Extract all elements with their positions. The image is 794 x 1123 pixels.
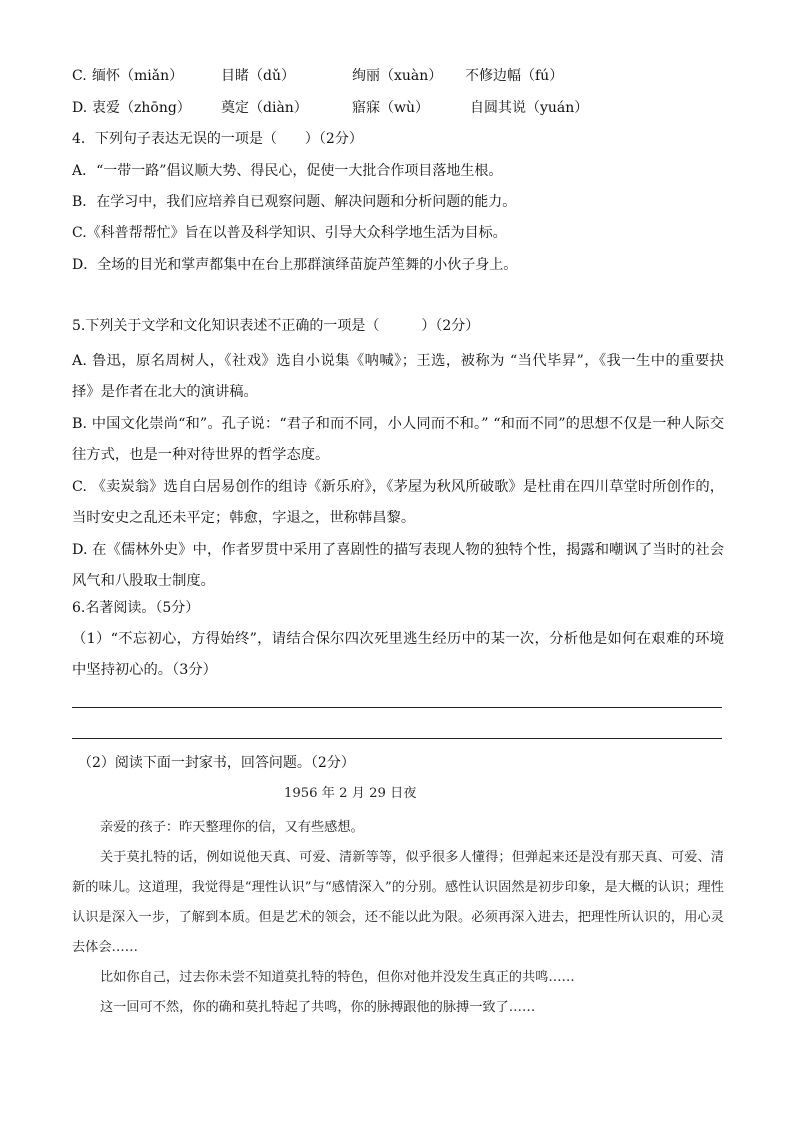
q4-option-c: C.《科普帮帮忙》旨在以普及科学知识、引导大众科学地生活为目标。 <box>72 225 507 241</box>
q5-stem: 5.下列关于文学和文化知识表述不正确的一项是（ ）（2分） <box>72 318 480 334</box>
q4-option-d: D．全场的目光和掌声都集中在台上那群演绎苗旋芦笙舞的小伙子身上。 <box>72 257 518 273</box>
q4-stem: 4．下列句子表达无误的一项是（ ）（2分） <box>72 131 363 147</box>
q3-option-d-item-3: 寤寐（wù） <box>352 100 429 116</box>
q4-option-b: B．在学习中，我们应培养自已观察问题、解决问题和分析问题的能力。 <box>72 194 517 210</box>
q3-option-d-label: D. <box>72 100 88 116</box>
answer-line-1[interactable] <box>72 707 722 708</box>
q3-option-d-item-4: 自圆其说（yuán） <box>470 100 589 116</box>
q3-option-c-item-3: 绚丽（xuàn） <box>352 68 443 84</box>
q3-option-d-item-2: 奠定（diàn） <box>221 100 308 116</box>
q3-option-c-item-2: 目睹（dǔ） <box>221 68 295 84</box>
letter-paragraph: 比如你自己，过去你未尝不知道莫扎特的特色，但你对他并没发生真正的共鸣…… <box>100 970 575 985</box>
q6-part2-prompt: （2）阅读下面一封家书，回答问题。（2分） <box>78 755 355 771</box>
letter-paragraph: 亲爱的孩子：昨天整理你的信，又有些感想。 <box>100 820 364 835</box>
q3-option-d-item-1: 衷爱（zhōng） <box>92 100 191 116</box>
letter-body <box>72 813 724 1023</box>
q6-stem: 6.名著阅读。（5分） <box>72 600 200 616</box>
q5-option-a: A. 鲁迅，原名周树人，《社戏》选自小说集《呐喊》；王选，被称为 “当代毕昇”，《我一生中的重要抉择》是作者在北大的演讲稿。 <box>72 353 724 400</box>
q6-part1-prompt: （1）“不忘初心，方得始终”，请结合保尔四次死里逃生经历中的某一次，分析他是如何在艰难的环境中坚持初心的。（3分） <box>72 631 724 678</box>
answer-line-2[interactable] <box>72 738 722 739</box>
q3-option-c-label: C. <box>72 68 87 84</box>
letter-paragraph: 这一回可不然，你的确和莫扎特起了共鸣，你的脉搏跟他的脉搏一致了…… <box>100 1000 536 1015</box>
q3-option-c-item-1: 缅怀（miǎn） <box>92 68 184 84</box>
q5-option-d: D. 在《儒林外史》中，作者罗贯中采用了喜剧性的描写表现人物的独特个性，揭露和嘲讽了当时的社会风气和八股取士制度。 <box>72 542 724 589</box>
letter-date: 1956 年 2 月 29 日夜 <box>284 786 417 801</box>
q5-option-b: B. 中国文化崇尚“和”。孔子说：“君子和而不同，小人同而不和。” “和而不同”的思想不仅是一种人际交往方式，也是一种对待世界的哲学态度。 <box>72 416 724 463</box>
q5-option-c: C. 《卖炭翁》选自白居易创作的组诗《新乐府》，《茅屋为秋风所破歌》是杜甫在四川草堂时所创作的，当时安史之乱还未平定；韩愈，字退之，世称韩昌黎。 <box>72 479 724 526</box>
q3-option-c-item-4: 不修边幅（fú） <box>465 68 564 84</box>
q4-option-a: A．“一带一路”倡议顺大势、得民心，促使一大批合作项目落地生根。 <box>72 163 503 179</box>
letter-paragraph: 关于莫扎特的话，例如说他天真、可爱、清新等等，似乎很多人懂得；但弹起来还是没有那天真、可爱、清新的味儿。这道理，我觉得是“理性认识”与“感情深入”的分别。感性认识固然是初步印象，是大概的认识；理性认识是深入一步，了解到本质。但是艺术的领会，还不能以此为限。必须再深入进去，把理性所认识的，用心灵去体会…… <box>72 850 724 955</box>
